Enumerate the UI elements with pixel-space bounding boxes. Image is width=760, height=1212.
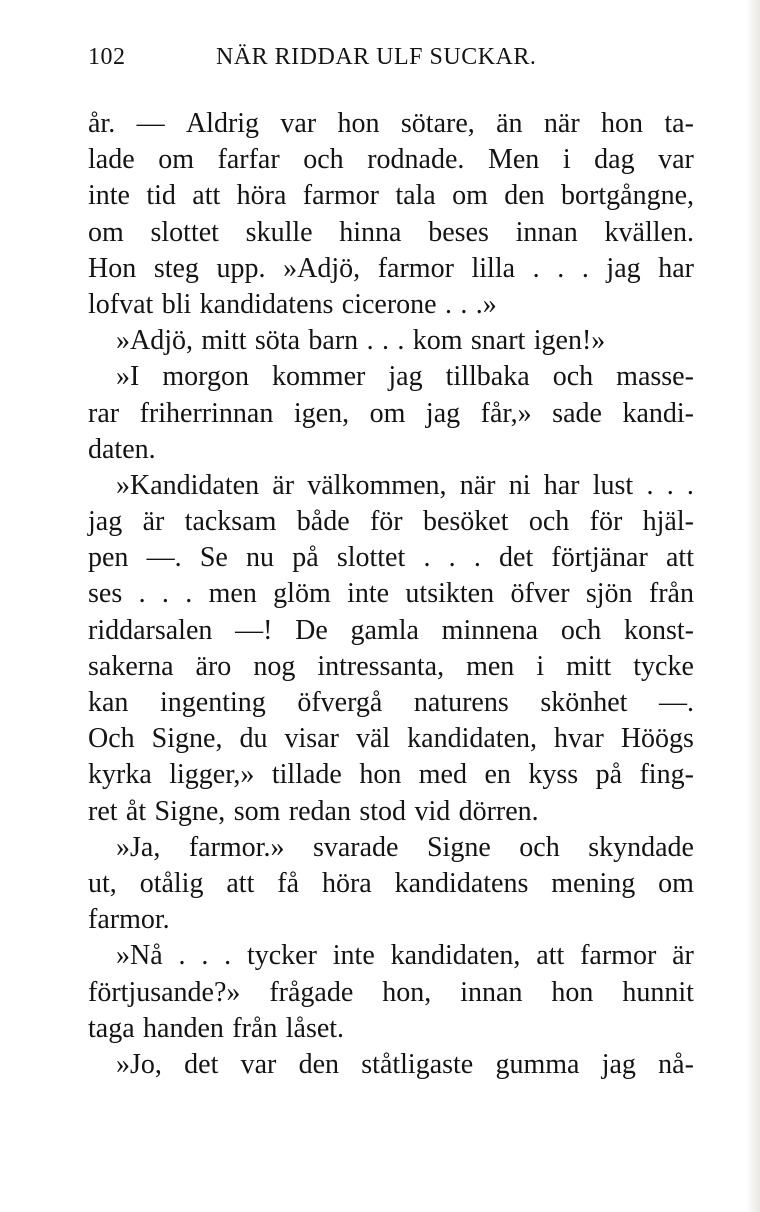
word: ta-	[664, 108, 694, 139]
word: De	[295, 614, 328, 646]
word: daten.	[88, 433, 156, 465]
word: med	[418, 759, 467, 791]
word: öfvergå	[297, 687, 383, 718]
word: .	[557, 252, 565, 284]
text-line	[88, 215, 694, 251]
word: dag	[594, 144, 635, 176]
word: hon	[601, 108, 644, 139]
word: Signe	[426, 831, 491, 863]
word: »Nå	[116, 940, 163, 972]
word: och	[528, 506, 570, 538]
word: tycker	[246, 940, 317, 972]
text-line	[88, 504, 694, 540]
word: hunnit	[622, 976, 694, 1008]
word: Och	[88, 723, 135, 755]
text-line	[88, 106, 694, 142]
word: .	[161, 578, 169, 610]
text-line	[88, 576, 694, 612]
word: är	[142, 506, 165, 538]
word: steg	[153, 252, 199, 284]
word: kom	[412, 325, 463, 357]
word: tycke	[633, 650, 694, 682]
word: .	[185, 578, 193, 610]
word: kandidaten,	[390, 940, 521, 972]
word: stod	[359, 795, 407, 827]
word: innan	[460, 976, 523, 1008]
word: kvällen.	[604, 216, 694, 248]
word: masse-	[616, 361, 694, 393]
word: hon,	[382, 976, 432, 1008]
word: kan	[88, 687, 129, 718]
word: .	[448, 542, 456, 574]
word: redan	[288, 795, 351, 827]
text-line	[88, 178, 694, 214]
word: var	[658, 144, 694, 176]
word: besöket	[422, 506, 509, 538]
word: om	[452, 180, 488, 212]
word: »Adjö,	[116, 325, 193, 357]
running-title: NÄR RIDDAR ULF SUCKAR.	[216, 44, 537, 70]
word: —.	[146, 542, 182, 574]
word: Signe,	[151, 723, 223, 755]
word: dörren.	[458, 795, 539, 827]
word: år.	[88, 108, 116, 139]
word: frågade	[269, 976, 354, 1008]
word: barn	[308, 325, 359, 357]
word: än	[496, 108, 523, 139]
word: att	[666, 542, 694, 574]
word: nå-	[658, 1048, 694, 1080]
word: skönhet	[540, 687, 628, 718]
text-line	[88, 938, 694, 974]
word: .	[381, 325, 389, 357]
text-line	[88, 975, 694, 1011]
word: att	[536, 940, 565, 972]
word: gamla	[350, 614, 419, 646]
word: »Kandidaten	[116, 469, 260, 501]
word: cicerone	[341, 288, 437, 320]
word: var	[280, 108, 317, 139]
word: som	[233, 795, 281, 827]
word: morgon	[162, 361, 249, 393]
word: farmor.	[88, 904, 170, 936]
word: .	[646, 469, 654, 501]
word: .	[224, 940, 232, 972]
text-line	[88, 359, 694, 395]
word: jag	[601, 1048, 636, 1080]
word: välkommen,	[307, 469, 447, 501]
word: förtjusande?»	[88, 976, 241, 1008]
word: hinna	[339, 216, 402, 248]
word: rodnade.	[367, 144, 465, 176]
word: Signe,	[154, 795, 226, 827]
word: du	[239, 723, 268, 755]
word: ut,	[88, 867, 117, 899]
word: —!	[235, 614, 273, 646]
word: rar	[88, 397, 120, 429]
word: minnena	[441, 614, 539, 646]
word: .	[201, 940, 209, 972]
text-line	[88, 540, 694, 576]
word: lust	[592, 469, 634, 501]
word: farmor	[302, 180, 379, 212]
word: mitt	[566, 650, 612, 682]
word: ligger,»	[169, 759, 255, 791]
word: .	[532, 252, 540, 284]
word: fing-	[639, 759, 694, 791]
text-line	[88, 794, 694, 830]
word: konst-	[623, 614, 694, 646]
word: Se	[199, 542, 228, 574]
word: vid	[414, 795, 451, 827]
word: .	[581, 252, 589, 284]
text-line	[88, 685, 694, 721]
word: .»	[475, 288, 497, 320]
word: tacksam	[184, 506, 277, 538]
word: »I	[116, 361, 140, 393]
page-number: 102	[88, 44, 126, 70]
word: .	[445, 288, 453, 320]
text-line	[88, 432, 694, 468]
body-text	[88, 106, 694, 1083]
word: bortgångne,	[561, 180, 694, 212]
word: ni	[508, 469, 531, 501]
word: handen	[143, 1012, 224, 1044]
word: att	[192, 180, 221, 212]
word: »Adjö,	[283, 252, 361, 284]
word: i	[536, 650, 545, 682]
word: åt	[125, 795, 147, 827]
word: om	[158, 144, 194, 176]
word: om	[88, 216, 124, 248]
word: inte	[88, 180, 130, 212]
word: svarade	[312, 831, 399, 863]
word: från	[232, 1012, 278, 1044]
word: .	[397, 325, 405, 357]
word: har	[543, 469, 580, 501]
page-edge-shadow	[746, 0, 760, 1212]
word: jag	[388, 361, 423, 393]
word: öfver	[510, 578, 570, 610]
text-line	[88, 1047, 694, 1083]
word: mitt	[201, 325, 247, 357]
word: utsikten	[405, 578, 495, 610]
word: hon	[337, 108, 380, 139]
word: hon	[359, 759, 402, 791]
word: skyndade	[588, 831, 694, 863]
word: tillbaka	[445, 361, 530, 393]
word: äro	[195, 650, 232, 682]
word: sötare,	[400, 108, 475, 139]
word: och	[560, 614, 602, 646]
word: friherrinnan	[139, 397, 274, 429]
word: kandidatens	[394, 867, 529, 899]
word: men	[208, 578, 257, 610]
text-line	[88, 830, 694, 866]
word: jag	[88, 506, 123, 538]
running-head	[88, 44, 694, 78]
word: skulle	[245, 216, 313, 248]
word: otålig	[139, 867, 204, 899]
word: tillade	[271, 759, 342, 791]
word: slottet	[336, 542, 406, 574]
word: på	[292, 542, 319, 574]
word: .	[423, 542, 431, 574]
word: Aldrig	[185, 108, 260, 139]
word: söta	[254, 325, 301, 357]
text-line	[88, 866, 694, 902]
word: igen,	[293, 397, 350, 429]
word: Höögs	[620, 723, 694, 755]
word: är	[272, 469, 295, 501]
word: men	[466, 650, 515, 682]
text-line	[88, 649, 694, 685]
word: »Ja,	[116, 831, 161, 863]
word: jag	[425, 397, 461, 429]
word: ingenting	[160, 687, 266, 718]
word: nog	[253, 650, 296, 682]
word: taga	[88, 1012, 135, 1044]
word: jag	[606, 252, 641, 284]
word: Hon	[88, 252, 137, 284]
word: om	[658, 867, 694, 899]
word: farmor	[377, 252, 454, 284]
word: när	[459, 469, 496, 501]
word: tid	[146, 180, 176, 212]
word: ses	[88, 578, 123, 610]
word: intressanta,	[317, 650, 445, 682]
word: innan	[515, 216, 578, 248]
word: .	[366, 325, 374, 357]
word: det	[499, 542, 534, 574]
word: .	[473, 542, 481, 574]
word: ret	[88, 795, 118, 827]
text-line	[88, 396, 694, 432]
word: —.	[658, 687, 694, 718]
word: Men	[487, 144, 540, 176]
word: är	[672, 940, 694, 972]
word: kandidaten,	[407, 723, 538, 755]
word: att	[226, 867, 255, 899]
text-line	[88, 613, 694, 649]
word: från	[648, 578, 694, 610]
word: visar	[284, 723, 339, 755]
text-line	[88, 1011, 694, 1047]
word: farmor.»	[188, 831, 285, 863]
word: när	[543, 108, 580, 139]
word: i	[562, 144, 571, 176]
word: var	[240, 1048, 277, 1080]
word: riddarsalen	[88, 614, 213, 646]
word: om	[369, 397, 406, 429]
word: pen	[88, 542, 129, 574]
word: på	[595, 759, 623, 791]
word: sakerna	[88, 650, 174, 682]
word: —	[136, 108, 165, 139]
word: och	[519, 831, 560, 863]
word: lofvat	[88, 288, 154, 320]
word: .	[138, 578, 146, 610]
word: bli	[161, 288, 192, 320]
text-line	[88, 323, 694, 359]
word: .	[666, 469, 674, 501]
word: .	[178, 940, 186, 972]
word: glöm	[273, 578, 331, 610]
word: för	[369, 506, 403, 538]
word: den	[504, 180, 545, 212]
text-line	[88, 468, 694, 504]
word: höra	[236, 180, 287, 212]
word: inte	[347, 578, 390, 610]
word: farfar	[217, 144, 280, 176]
word: hvar	[554, 723, 604, 755]
word: inte	[332, 940, 375, 972]
word: sjön	[585, 578, 633, 610]
word: beses	[428, 216, 489, 248]
word: slottet	[150, 216, 219, 248]
word: både	[296, 506, 350, 538]
word: väl	[355, 723, 391, 755]
word: .	[460, 288, 468, 320]
word: .	[686, 469, 694, 501]
word: gumma	[495, 1048, 580, 1080]
word: lade	[88, 144, 135, 176]
word: hjäl-	[642, 506, 694, 538]
word: det	[184, 1048, 219, 1080]
word: naturens	[413, 687, 509, 718]
word: låset.	[285, 1012, 345, 1044]
word: lilla	[471, 252, 516, 284]
word: ståtligaste	[361, 1048, 474, 1080]
word: nu	[246, 542, 274, 574]
word: kommer	[272, 361, 366, 393]
text-line	[88, 142, 694, 178]
word: upp.	[216, 252, 266, 284]
word: den	[298, 1048, 340, 1080]
word: hon	[551, 976, 594, 1008]
word: igen!»	[533, 325, 606, 357]
word: farmor	[580, 940, 657, 972]
word: förtjänar	[551, 542, 648, 574]
word: en	[484, 759, 511, 791]
text-line	[88, 287, 694, 323]
word: kyrka	[88, 759, 152, 791]
word: höra	[321, 867, 372, 899]
word: kandi-	[622, 397, 694, 429]
text-line	[88, 251, 694, 287]
word: kyss	[528, 759, 579, 791]
word: och	[303, 144, 344, 176]
text-line	[88, 902, 694, 938]
text-line	[88, 721, 694, 757]
word: sade	[552, 397, 602, 429]
word: snart	[470, 325, 526, 357]
word: får,»	[480, 397, 532, 429]
word: »Jo,	[116, 1048, 162, 1080]
word: tala	[395, 180, 436, 212]
word: har	[658, 252, 694, 284]
word: kandidatens	[199, 288, 334, 320]
word: få	[277, 867, 300, 899]
word: och	[552, 361, 594, 393]
word: för	[589, 506, 623, 538]
text-line	[88, 757, 694, 793]
word: mening	[551, 867, 636, 899]
